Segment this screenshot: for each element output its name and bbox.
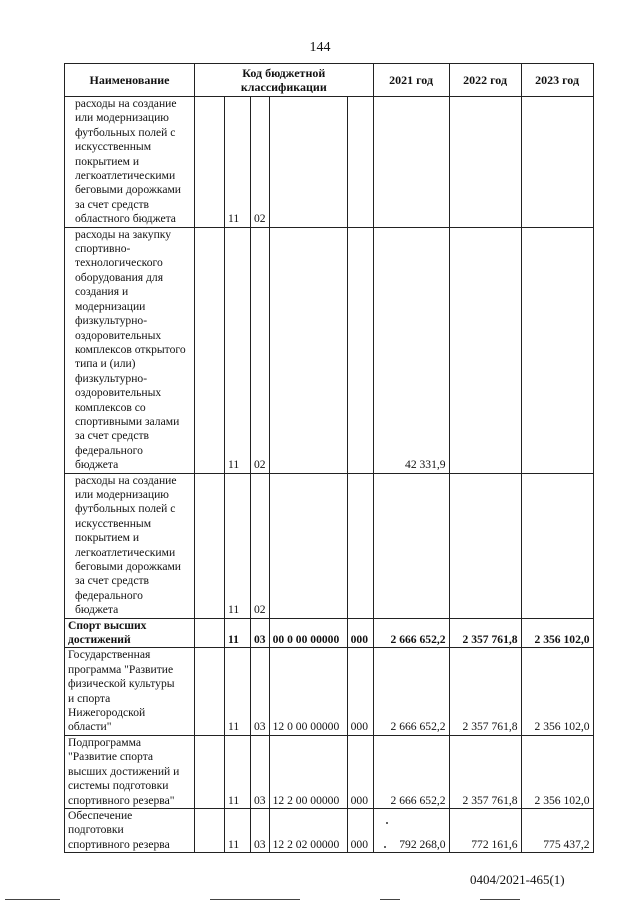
value-2022: 2 357 761,8: [449, 735, 521, 808]
row-name-line: физкультурно-: [75, 371, 148, 385]
row-name-line: области": [68, 720, 112, 734]
scan-footer-marks: [0, 899, 640, 903]
code-part-1: [195, 97, 225, 228]
row-name-line: Спорт высших: [68, 618, 147, 632]
value-2021: 2 666 652,2: [373, 618, 449, 648]
code-expense-type: 000: [347, 808, 373, 852]
row-name: [65, 97, 195, 228]
code-subsection: 03: [251, 808, 270, 852]
code-target-article: 12 2 02 00000: [269, 808, 347, 852]
row-name-line: федерального: [75, 588, 143, 602]
value-2023: [521, 97, 593, 228]
code-expense-type: [347, 97, 373, 228]
row-name-line: системы подготовки: [68, 779, 169, 793]
row-name-line: оборудования для: [75, 270, 164, 284]
row-name-line: или модернизацию: [75, 487, 169, 501]
code-subsection: 02: [251, 473, 270, 618]
value-2023: 2 356 102,0: [521, 735, 593, 808]
value-2021: 2 666 652,2: [373, 648, 449, 735]
value-2021: [373, 97, 449, 228]
row-name-line: за счет средств: [75, 429, 150, 443]
scan-speck: [384, 846, 386, 848]
row-name-line: спортивными залами: [75, 414, 180, 428]
row-name-line: областного бюджета: [75, 212, 176, 226]
table-row: [65, 227, 594, 473]
table-row: [65, 473, 594, 618]
row-name-line: легкоатлетическими: [75, 169, 176, 183]
code-target-article: 12 0 00 00000: [269, 648, 347, 735]
row-name-line: технологического: [75, 256, 163, 270]
code-section: 11: [225, 227, 251, 473]
code-part-1: [195, 735, 225, 808]
value-2022: [449, 227, 521, 473]
row-name-line: расходы на создание: [75, 473, 177, 487]
row-name-line: расходы на создание: [75, 97, 177, 110]
row-name-line: или модернизацию: [75, 111, 169, 125]
scan-speck: [386, 822, 388, 824]
value-2022: [449, 473, 521, 618]
row-name: [65, 473, 195, 618]
row-name-line: покрытием и: [75, 531, 140, 545]
row-name-line: достижений: [68, 633, 131, 647]
value-2023: 775 437,2: [521, 808, 593, 852]
row-name-line: создания и: [75, 285, 129, 299]
row-name-line: и спорта: [68, 691, 111, 705]
document-code: 0404/2021-465(1): [470, 872, 565, 887]
table-header-row: [65, 64, 594, 97]
table-row: [65, 648, 594, 735]
code-expense-type: [347, 227, 373, 473]
row-name-line: расходы на закупку: [75, 227, 172, 241]
code-target-article: 00 0 00 00000: [269, 618, 347, 648]
code-target-article: [269, 473, 347, 618]
row-name-line: Государственная: [68, 648, 151, 662]
row-name-line: бюджета: [75, 458, 119, 472]
row-name: [65, 227, 195, 473]
row-name-line: футбольных полей с: [75, 125, 176, 139]
value-2022: [449, 97, 521, 228]
row-name: [65, 735, 195, 808]
code-section: 11: [225, 473, 251, 618]
row-name-line: Обеспечение: [68, 808, 133, 822]
row-name-line: высших достижений и: [68, 764, 180, 778]
row-name-line: программа "Развитие: [68, 662, 174, 676]
row-name-line: Нижегородской: [68, 706, 146, 720]
header-name: Наименование: [65, 64, 195, 97]
code-subsection: 03: [251, 648, 270, 735]
value-2023: 2 356 102,0: [521, 648, 593, 735]
row-name-line: спортивного резерва: [68, 837, 170, 851]
row-name-line: комплексов открытого: [75, 342, 186, 356]
table-row: [65, 808, 594, 852]
table-row: [65, 618, 594, 648]
code-subsection: 03: [251, 618, 270, 648]
value-2022: 2 357 761,8: [449, 618, 521, 648]
code-expense-type: 000: [347, 648, 373, 735]
code-section: 11: [225, 97, 251, 228]
value-2021: 42 331,9: [373, 227, 449, 473]
row-name-line: искусственным: [75, 516, 152, 530]
code-part-1: [195, 473, 225, 618]
value-2023: [521, 473, 593, 618]
code-section: 11: [225, 735, 251, 808]
row-name-line: физкультурно-: [75, 314, 148, 328]
code-part-1: [195, 227, 225, 473]
code-target-article: [269, 227, 347, 473]
value-2023: 2 356 102,0: [521, 618, 593, 648]
value-2023: [521, 227, 593, 473]
value-2021: 2 666 652,2: [373, 735, 449, 808]
code-target-article: [269, 97, 347, 228]
row-name-line: искусственным: [75, 140, 152, 154]
row-name-line: футбольных полей с: [75, 502, 176, 516]
row-name-line: модернизации: [75, 299, 146, 313]
code-expense-type: 000: [347, 735, 373, 808]
row-name-line: Подпрограмма: [68, 735, 141, 749]
table-body: [65, 97, 594, 853]
code-part-1: [195, 808, 225, 852]
code-target-article: 12 2 00 00000: [269, 735, 347, 808]
code-expense-type: 000: [347, 618, 373, 648]
row-name-line: федерального: [75, 443, 143, 457]
row-name-line: подготовки: [68, 823, 124, 837]
header-code: Код бюджетной классификации: [195, 64, 374, 97]
row-name: [65, 618, 195, 648]
code-subsection: 02: [251, 97, 270, 228]
table-row: [65, 735, 594, 808]
table-row: [65, 97, 594, 228]
code-part-1: [195, 618, 225, 648]
row-name-line: "Развитие спорта: [68, 750, 154, 764]
value-2022: 2 357 761,8: [449, 648, 521, 735]
row-name-line: оздоровительных: [75, 328, 162, 342]
row-name-line: спортивного резерва": [68, 793, 175, 807]
row-name-line: легкоатлетическими: [75, 545, 176, 559]
row-name-line: физической культуры: [68, 677, 175, 691]
row-name-line: за счет средств: [75, 197, 150, 211]
code-section: 11: [225, 618, 251, 648]
row-name-line: спортивно-: [75, 242, 131, 256]
row-name: [65, 648, 195, 735]
value-2021: [373, 473, 449, 618]
budget-table: [64, 63, 594, 853]
row-name-line: покрытием и: [75, 154, 140, 168]
row-name-line: беговыми дорожками: [75, 183, 182, 197]
row-name-line: беговыми дорожками: [75, 560, 182, 573]
row-name: [65, 808, 195, 852]
row-name-line: типа и (или): [75, 357, 136, 371]
header-2022: 2022 год: [449, 64, 521, 97]
code-subsection: 02: [251, 227, 270, 473]
code-expense-type: [347, 473, 373, 618]
code-section: 11: [225, 808, 251, 852]
row-name-line: за счет средств: [75, 574, 150, 588]
row-name-line: оздоровительных: [75, 386, 162, 400]
header-2021: 2021 год: [373, 64, 449, 97]
header-2023: 2023 год: [521, 64, 593, 97]
code-part-1: [195, 648, 225, 735]
page-number: 144: [309, 40, 331, 55]
row-name-line: комплексов со: [75, 400, 146, 414]
value-2022: 772 161,6: [449, 808, 521, 852]
row-name-line: бюджета: [75, 603, 119, 617]
code-section: 11: [225, 648, 251, 735]
code-subsection: 03: [251, 735, 270, 808]
value-2021: 792 268,0: [373, 808, 449, 852]
